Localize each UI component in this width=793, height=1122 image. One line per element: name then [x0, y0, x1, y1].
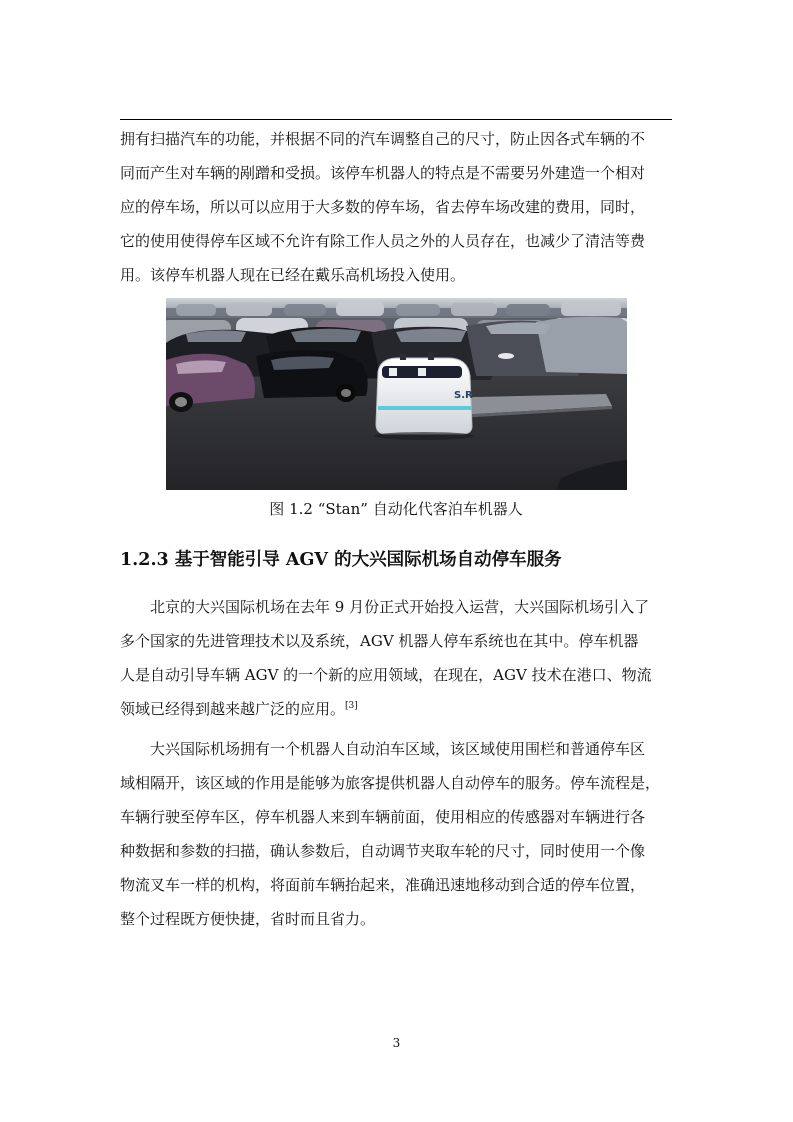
- header-rule: [120, 119, 672, 120]
- stan-robot-photo: [166, 298, 627, 490]
- text-line: 物流叉车一样的机构，将面前车辆抬起来，准确迅速地移动到合适的停车位置，: [120, 876, 646, 894]
- text-line: 车辆行驶至停车区，停车机器人来到车辆前面，使用相应的传感器对车辆进行各: [120, 808, 646, 826]
- robot-logo: S.R: [454, 390, 473, 401]
- text-line: 多个国家的先进管理技术以及系统，AGV 机器人停车系统也在其中。停车机器: [120, 632, 639, 650]
- text-line: 拥有扫描汽车的功能，并根据不同的汽车调整自己的尺寸，防止因各式车辆的不: [120, 130, 646, 148]
- intro-paragraph: [120, 122, 672, 292]
- paragraph-1: [120, 590, 672, 726]
- citation: [3]: [345, 701, 358, 711]
- text-line: 人是自动引导车辆 AGV 的一个新的应用领域，在现在，AGV 技术在港口、物流: [120, 666, 652, 684]
- text-line: 大兴国际机场拥有一个机器人自动泊车区域，该区域使用围栏和普通停车区: [150, 740, 646, 758]
- text-line: 它的使用使得停车区域不允许有除工作人员之外的人员存在，也减少了清洁等费: [120, 232, 646, 250]
- text-line-content: 领域已经得到越来越广泛的应用。: [120, 700, 346, 718]
- page-number: 3: [392, 1036, 401, 1050]
- section-title: 1.2.3 基于智能引导 AGV 的大兴国际机场自动停车服务: [120, 550, 562, 570]
- text-line: 域相隔开，该区域的作用是能够为旅客提供机器人自动停车的服务。停车流程是，: [120, 774, 661, 792]
- text-line: 北京的大兴国际机场在去年 9 月份正式开始投入运营，大兴国际机场引入了: [150, 598, 650, 616]
- text-line: 整个过程既方便快捷，省时而且省力。: [120, 910, 376, 928]
- text-line: 用。该停车机器人现在已经在戴乐高机场投入使用。: [120, 266, 466, 284]
- paragraph-2: [120, 732, 672, 936]
- text-line: 同而产生对车辆的剐蹭和受损。该停车机器人的特点是不需要另外建造一个相对: [120, 164, 646, 182]
- text-line: [120, 692, 672, 726]
- text-line: 应的停车场，所以可以应用于大多数的停车场，省去停车场改建的费用，同时，: [120, 198, 646, 216]
- text-line: 种数据和参数的扫描，确认参数后，自动调节夹取车轮的尺寸，同时使用一个像: [120, 842, 646, 860]
- figure-caption: 图 1.2 “Stan” 自动化代客泊车机器人: [269, 500, 523, 518]
